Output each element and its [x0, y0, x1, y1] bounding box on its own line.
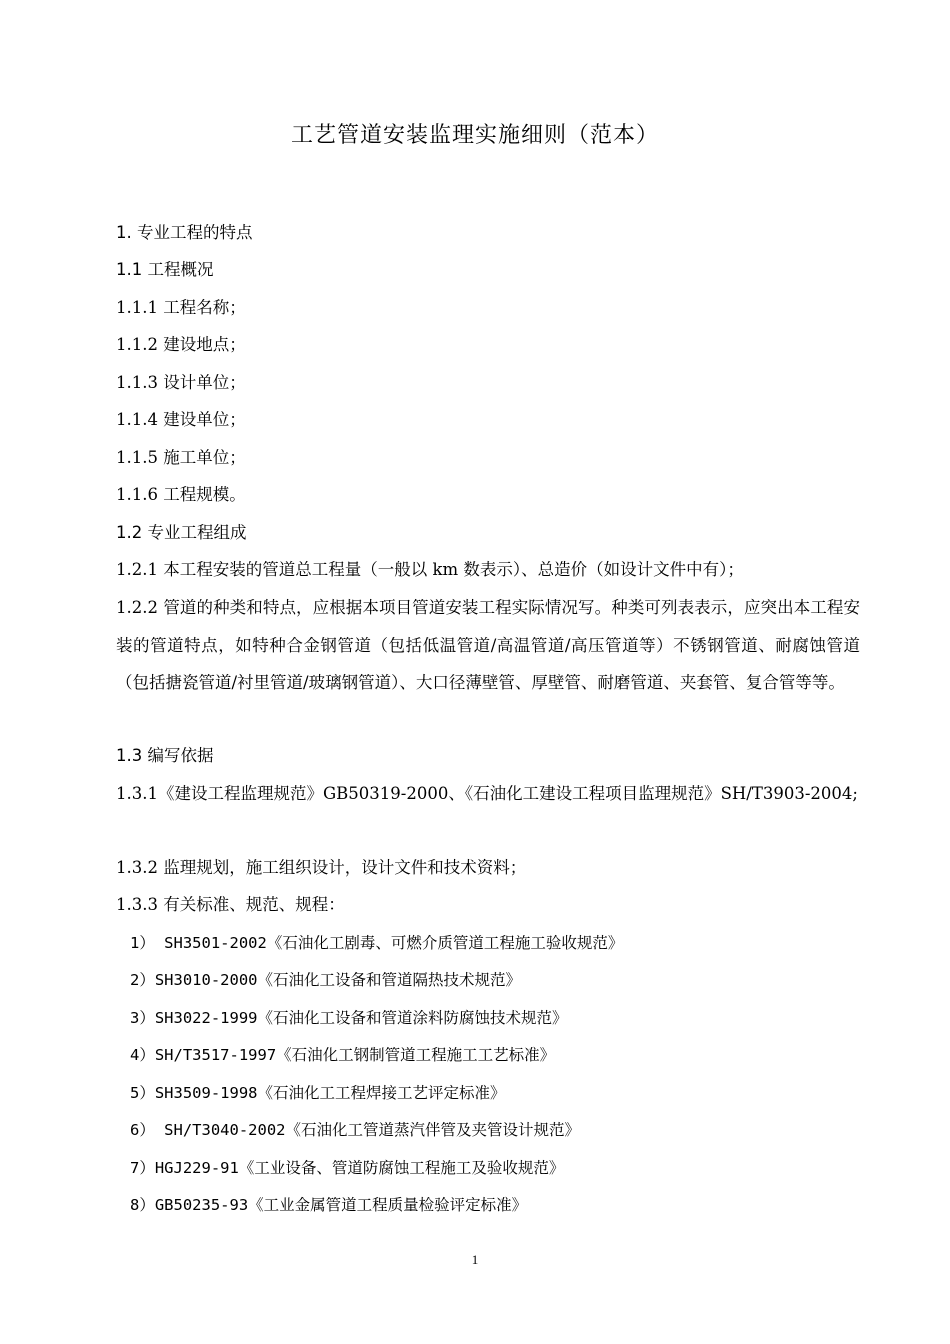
- paragraph-1-2-1: 1.2.1 本工程安装的管道总工程量（一般以 km 数表示）、总造价（如设计文件中有）；: [116, 560, 744, 579]
- paragraph-1-3-1: 1.3.1《建设工程监理规范》GB50319-2000、《石油化工建设工程项目监理规范》SH/T3903-2004;: [116, 784, 858, 803]
- list-item: 1.1.6 工程规模。: [116, 485, 246, 504]
- standard-item: 3）SH3022-1999《石油化工设备和管道涂料防腐蚀技术规范》: [130, 1009, 568, 1027]
- paragraph-1-2-2: 1.2.2 管道的种类和特点，应根据本项目管道安装工程实际情况写。种类可列表表示，应突出本工程安装的管道特点，如特种合金钢管道（包括低温管道/高温管道/高压管道等）不锈钢管道、耐腐蚀管道（包括搪瓷管道/衬里管道/玻璃钢管道）、大口径薄壁管、厚壁管、耐磨管道、夹套管、复合管等等。: [116, 598, 860, 692]
- section-heading-1-1: 1.1 工程概况: [116, 260, 214, 279]
- list-item: 1.1.1 工程名称；: [116, 298, 246, 317]
- section-heading-1-2: 1.2 专业工程组成: [116, 523, 247, 542]
- standard-item: 6） SH/T3040-2002《石油化工管道蒸汽伴管及夹管设计规范》: [130, 1121, 580, 1139]
- document-title: 工艺管道安装监理实施细则（范本）: [290, 123, 659, 148]
- paragraph-1-3-2: 1.3.2 监理规划，施工组织设计，设计文件和技术资料；: [116, 858, 527, 877]
- standard-item: 7）HGJ229-91《工业设备、管道防腐蚀工程施工及验收规范》: [130, 1159, 565, 1177]
- standard-item: 2）SH3010-2000《石油化工设备和管道隔热技术规范》: [130, 971, 521, 989]
- page-number: 1: [471, 1252, 479, 1267]
- paragraph-1-3-3: 1.3.3 有关标准、规范、规程：: [116, 895, 345, 914]
- standard-item: 8）GB50235-93《工业金属管道工程质量检验评定标准》: [130, 1196, 528, 1214]
- section-heading-1: 1. 专业工程的特点: [116, 223, 253, 242]
- standard-item: 4）SH/T3517-1997《石油化工钢制管道工程施工工艺标准》: [130, 1046, 556, 1064]
- standard-item: 5）SH3509-1998《石油化工工程焊接工艺评定标准》: [130, 1084, 506, 1102]
- standard-item: 1） SH3501-2002《石油化工剧毒、可燃介质管道工程施工验收规范》: [130, 934, 624, 952]
- list-item: 1.1.4 建设单位；: [116, 410, 246, 429]
- list-item: 1.1.5 施工单位；: [116, 448, 246, 467]
- section-heading-1-3: 1.3 编写依据: [116, 746, 214, 765]
- list-item: 1.1.3 设计单位；: [116, 373, 246, 392]
- list-item: 1.1.2 建设地点；: [116, 335, 246, 354]
